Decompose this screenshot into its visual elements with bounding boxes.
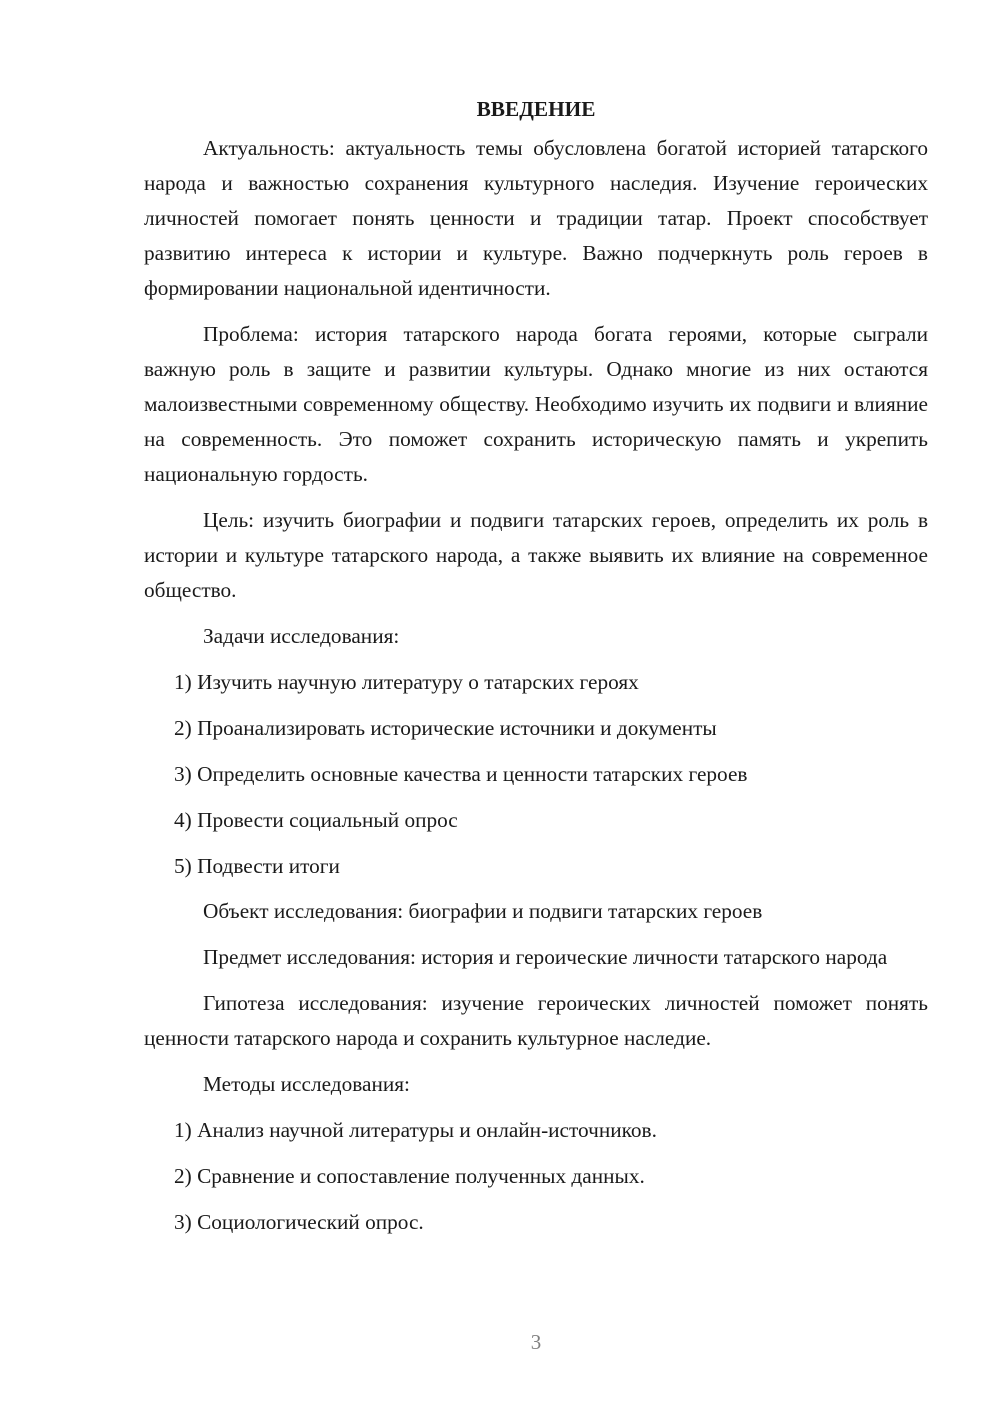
methods-heading: Методы исследования: [203, 1072, 410, 1096]
method-list-item: 1) Анализ научной литературы и онлайн-источников. [174, 1118, 657, 1142]
subject-paragraph: Предмет исследования: история и героические личности татарского народа [203, 945, 888, 969]
task-list-item: 2) Проанализировать исторические источники и документы [174, 716, 717, 740]
tasks-heading: Задачи исследования: [203, 624, 400, 648]
method-list-item: 3) Социологический опрос. [174, 1210, 424, 1234]
page-title: ВВЕДЕНИЕ [476, 97, 596, 121]
object-paragraph: Объект исследования: биографии и подвиги татарских героев [203, 899, 763, 923]
task-list-item: 3) Определить основные качества и ценности татарских героев [174, 762, 748, 786]
document-page [144, 92, 928, 1240]
page-number: 3 [530, 1330, 542, 1354]
problem-paragraph: Проблема: история татарского народа богата героями, которые сыграли важную роль в защите и развитии культуры. Однако многие из них остаются малоизвестными современному обществу. Необходимо изучить их подвиги и влияние на современность. Это поможет сохранить историческую память и укрепить национальную гордость. [144, 322, 928, 486]
task-list-item: 4) Провести социальный опрос [174, 808, 458, 832]
method-list-item: 2) Сравнение и сопоставление полученных данных. [174, 1164, 645, 1188]
hypothesis-paragraph: Гипотеза исследования: изучение героических личностей поможет понять ценности татарского народа и сохранить культурное наследие. [144, 991, 928, 1050]
task-list-item: 1) Изучить научную литературу о татарских героях [174, 670, 639, 694]
task-list-item: 5) Подвести итоги [174, 854, 340, 878]
relevance-paragraph: Актуальность: актуальность темы обусловлена богатой историей татарского народа и важностью сохранения культурного наследия. Изучение героических личностей помогает понять ценности и традиции татар. Проект способствует развитию интереса к истории и культуре. Важно подчеркнуть роль героев в формировании национальной идентичности. [144, 136, 928, 300]
goal-paragraph: Цель: изучить биографии и подвиги татарских героев, определить их роль в истории и культуре татарского народа, а также выявить их влияние на современное общество. [144, 508, 928, 602]
